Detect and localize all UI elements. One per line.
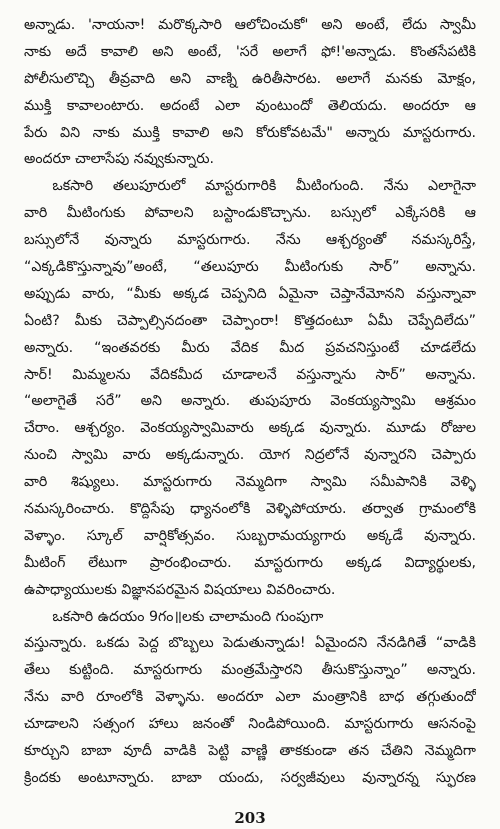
text-line: ముక్తి కావాలంటారు. అదంటే ఎలా వుంటుందో తెలియదు. అందరూ ఆ (24, 97, 476, 114)
text-line: కూర్చుని బాబా వూదీ వాడికి పెట్టి వాణ్ణి తాకకుండా తన చేతిని నెమ్మదిగా (24, 743, 476, 760)
text-line: చూడాలని సత్సంగ హాలు జనంతో నిండిపోయింది. మాస్టరుగారు ఆసనంపై (24, 716, 476, 733)
text-line: వస్తున్నారు. ఒకడు పెద్ద బొబ్బలు పెడుతున్నాడు! ఏమైందని నేనడిగితే “వాడికి (24, 635, 476, 652)
text-line: “అలాగైతే సరే” అని అన్నారు. తుపుపూరు వెంకయ్యస్వామి ఆశ్రమం (24, 393, 476, 410)
paragraph-3 (24, 604, 476, 792)
paragraph-2 (24, 173, 476, 603)
text-line: తేలు కుట్టింది. మాస్టరుగారు మంత్రమేస్తారని తీసుకొస్తున్నాం” అన్నారు. (24, 662, 476, 679)
text-line: వారి మీటింగుకు పోవాలని బస్టాండుకొచ్చాను. బస్సులో ఎక్కేసరికి ఆ (24, 205, 476, 222)
text-line: ఉపాధ్యాయులకు విజ్ఞానపరమైన విషయాలు వివరించారు. (24, 581, 336, 598)
text-line: సార్! మిమ్మలను వేదికమీద చూడాలనే వస్తున్నాను సార్” అన్నాను. (24, 366, 476, 383)
text-line: పేరు విని నాకు ముక్తి కావాలి అని కోరుకోవటమే" అన్నారు మాస్టరుగారు. (24, 124, 476, 141)
text-line: ఒకసారి తలుపూరులో మాస్టరుగారికి మీటింగుంది. నేను ఎలాగైనా (52, 178, 476, 195)
text-line: వెళ్ళాం. స్కూల్ వార్షికోత్సవం. సుబ్బరామయ్యగారు అక్కడే వున్నారు. (24, 527, 476, 544)
text-line: క్రిందకు అంటూన్నారు. బాబా యందు, సర్వజీవులు వున్నారన్న స్ఫురణ (24, 769, 476, 786)
text-line: అన్నాడు. 'నాయనా! మరొక్కసారి ఆలోచించుకో' అని అంటే, లేదు స్వామీ (24, 17, 476, 33)
text-line: అందరూ చాలాసేపు నవ్వుకున్నారు. (24, 151, 215, 168)
paragraph-1 (24, 12, 476, 173)
page-number: 203 (234, 809, 266, 827)
text-line: అన్నారు. “ఇంతవరకు మీరు వేదిక మీద ప్రవచనిస్తుంటే చూడలేదు (24, 339, 476, 356)
text-line: వారి శిష్యులు. మాస్టరుగారు నెమ్మదిగా స్వామి సమీపానికి వెళ్ళి (24, 474, 476, 491)
text-line: “ఎక్కడికొస్తున్నావు”అంటే, “తలుపూరు మీటింగుకు సార్” అన్నాను. (24, 259, 476, 276)
text-line: నమస్కరించారు. కొద్దిసేపు ధ్యానంలోకి వెళ్ళిపోయారు. తర్వాత గ్రామంలోకి (24, 501, 476, 518)
text-line: పోలీసులొచ్చి తీవ్రవాది అని వాణ్ని ఉరితీసారట. అలాగే మనకు మోక్షం, (24, 70, 476, 87)
text-line: బస్సులోనే వున్నారు మాస్టరుగారు. నేను ఆశ్చర్యంతో నమస్కరిస్తే, (24, 232, 476, 249)
text-line: చేరాం. ఆశ్చర్యం. వెంకయ్యస్వామివారు అక్కడ వున్నారు. మూడు రోజుల (24, 420, 476, 437)
text-line: నుంచి స్వామి వారు అక్కడున్నారు. యోగ నిద్రలోనే వున్నారని చెప్పారు (24, 447, 476, 464)
text-line: నాకు అదే కావాలి అని అంటే, 'సరే అలాగే ఫో!'అన్నాడు. కొంతసేపటికి (24, 43, 476, 60)
text-line: అప్పుడు వారు, “మీకు అక్కడ చెప్పనిది ఏమైనా చెప్తానేమోనని వస్తున్నావా (24, 285, 476, 302)
text-line: ఏంటి? మీకు చెప్పాల్సినదంతా చెప్పాంరా! కొత్తదంటూ ఏమీ చెప్పేదిలేదు” (24, 312, 476, 329)
text-line: ఒకసారి ఉదయం 9గం॥లకు చాలామంది గుంపుగా (52, 608, 324, 625)
text-line: మీటింగ్ లేటుగా ప్రారంభించారు. మాస్టరుగారు అక్కడ విద్యార్థులకు, (24, 554, 476, 571)
text-line: నేను వారి రూంలోకి వెళ్ళాను. అందరూ ఎలా మంత్రానికి బాధ తగ్గుతుందో (24, 689, 476, 706)
